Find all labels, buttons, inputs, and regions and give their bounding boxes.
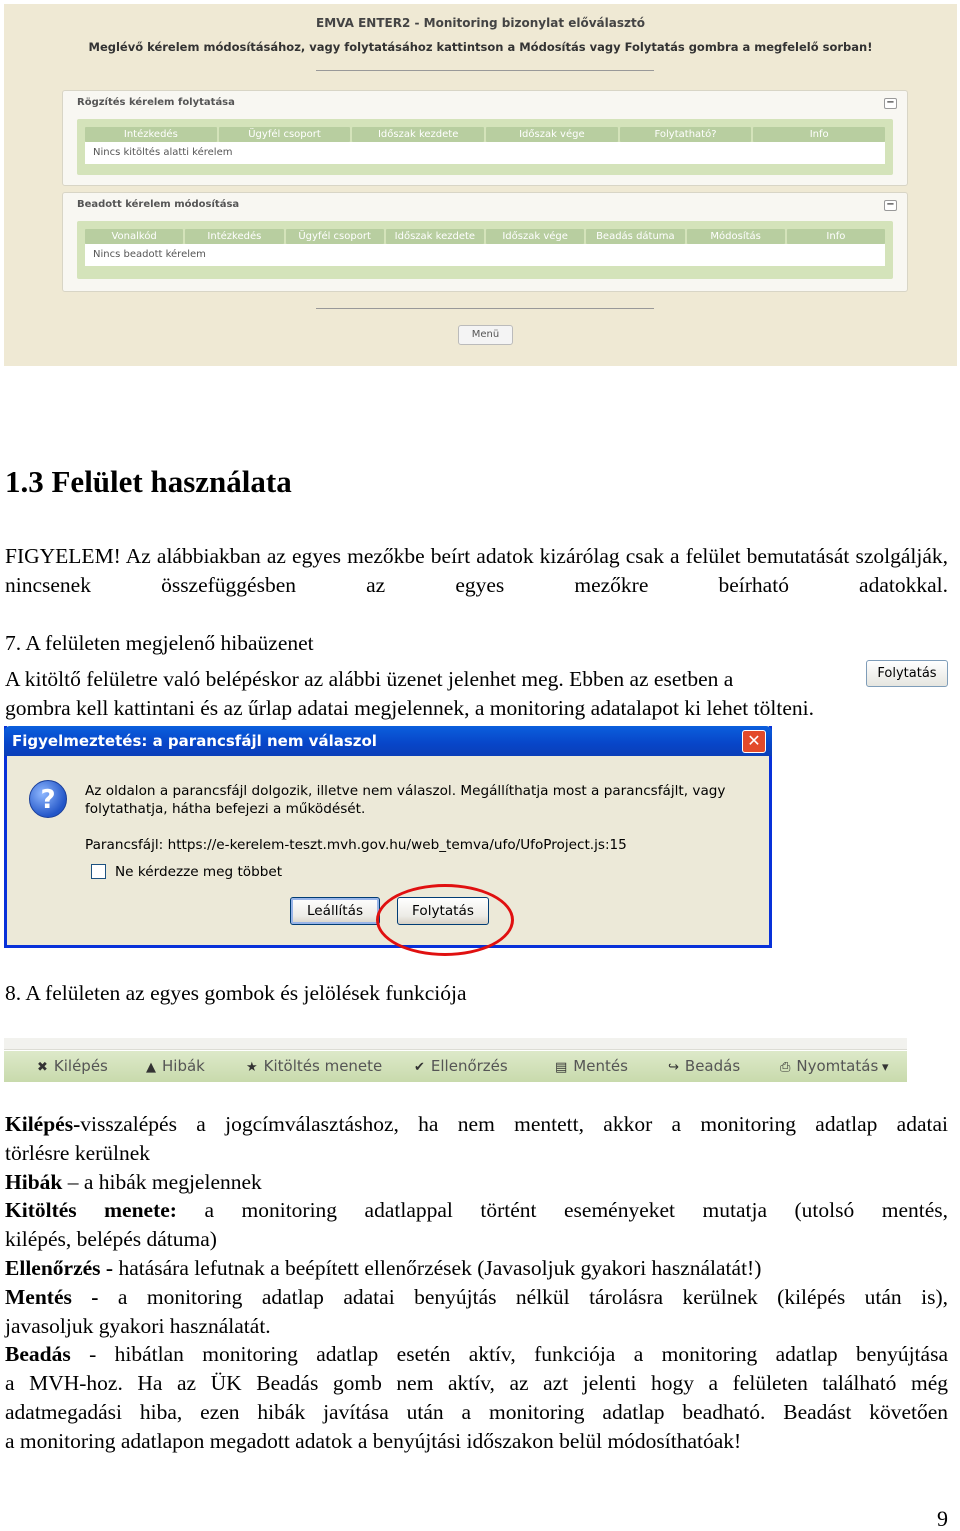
toolbar-item-2[interactable] — [146, 1051, 205, 1082]
empty-message: Nincs beadott kérelem — [85, 244, 885, 266]
continue-button-sample: Folytatás — [866, 660, 948, 687]
menu-button[interactable]: Menü — [458, 325, 513, 345]
toolbar-item-5[interactable] — [555, 1051, 628, 1082]
definition-line — [5, 1139, 948, 1168]
definition-line — [5, 1196, 948, 1225]
item-7-text-1: A kitöltő felületre való belépéskor az alábbi üzenet jelenhet meg. Ebben az esetben a — [5, 667, 734, 691]
stop-button[interactable]: Leállítás — [290, 897, 380, 925]
definition-text: törlésre kerülnek — [5, 1140, 151, 1165]
definition-line — [5, 1110, 948, 1139]
divider — [316, 70, 654, 71]
definition-line — [5, 1427, 948, 1456]
warning-icon: ▲ — [146, 1060, 156, 1075]
close-icon: ✖ — [37, 1060, 48, 1075]
dont-ask-label: Ne kérdezze meg többet — [115, 864, 283, 880]
toolbar-item-label: Ellenőrzés — [430, 1057, 508, 1075]
dialog-titlebar — [4, 726, 772, 756]
toolbar-item-3[interactable] — [246, 1051, 382, 1082]
item-7-heading: 7. A felületen megjelenő hibaüzenet — [5, 631, 314, 655]
column-header: Vonalkód — [85, 229, 183, 244]
column-header: Ügyfél csoport — [286, 229, 384, 244]
dialog-message-line2: folytathatja, hátha befejezi a működését. — [85, 801, 366, 817]
column-header: Módosítás — [687, 229, 785, 244]
toolbar-item-4[interactable] — [414, 1051, 508, 1082]
toolbar-item-7[interactable] — [780, 1051, 878, 1082]
toolbar-item-1[interactable] — [37, 1051, 108, 1082]
table-header — [85, 127, 885, 142]
submit-icon: ↪ — [668, 1060, 679, 1075]
column-header: Beadás dátuma — [586, 229, 684, 244]
toolbar-item-8[interactable] — [882, 1051, 895, 1082]
definition-text: hatására lefutnak a beépített ellenőrzések (Javasoljuk gyakori használatát!) — [113, 1256, 762, 1280]
definition-line — [5, 1340, 948, 1369]
dialog-title: Figyelmeztetés: a parancsfájl nem válaszol — [12, 732, 377, 750]
collapse-button[interactable]: − — [884, 200, 897, 211]
toolbar-item-label: Kitöltés menete — [263, 1057, 383, 1075]
section-heading: 1.3 Felület használata — [5, 464, 292, 499]
definition-text: javasoljuk gyakori használatát. — [5, 1313, 271, 1338]
column-header: Időszak vége — [486, 229, 584, 244]
close-icon[interactable]: ✕ — [742, 730, 766, 753]
column-header: Ügyfél csoport — [219, 127, 351, 142]
check-icon: ✔ — [414, 1060, 425, 1075]
empty-message: Nincs kitöltés alatti kérelem — [85, 142, 885, 164]
star-icon: ★ — [246, 1060, 258, 1075]
definition-term: Ellenőrzés - — [5, 1256, 114, 1280]
item-8-heading: 8. A felületen az egyes gombok és jelölések funkciója — [5, 981, 467, 1005]
toolbar-item-label: Beadás — [684, 1057, 741, 1075]
portal-screenshot — [4, 4, 957, 366]
column-header: Info — [753, 127, 885, 142]
modify-request-panel — [62, 192, 908, 292]
question-icon: ? — [29, 780, 67, 818]
toolbar-item-label: Kilépés — [53, 1057, 108, 1075]
definition-text: a monitoring adatlap adatai benyújtás nélkül tárolásra kerülnek (kilépés után is), — [98, 1284, 948, 1309]
submitted-table — [77, 221, 893, 279]
definition-line — [5, 1369, 948, 1398]
definition-text: a monitoring adatlappal történt eseményeket mutatja (utolsó mentés, — [176, 1198, 948, 1223]
column-header: Intézkedés — [85, 127, 217, 142]
highlight-circle — [376, 884, 514, 956]
toolbar-item-label: Nyomtatás — [796, 1057, 879, 1075]
column-header: Időszak kezdete — [386, 229, 484, 244]
definition-line — [5, 1283, 948, 1312]
dialog-script-path: Parancsfájl: https://e-kerelem-teszt.mvh.gov.hu/web_temva/ufo/UfoProject.js:15 — [85, 837, 627, 853]
portal-title: EMVA ENTER2 - Monitoring bizonylat előválasztó — [316, 16, 645, 30]
definition-line — [5, 1168, 948, 1197]
definition-text: kilépés, belépés dátuma) — [5, 1227, 217, 1252]
column-header: Info — [787, 229, 885, 244]
panel-heading: Rögzítés kérelem folytatása — [77, 97, 235, 108]
column-header: Folytatható? — [620, 127, 752, 142]
warning-paragraph: FIGYELEM! Az alábbiakban az egyes mezőkbe beírt adatok kizárólag csak a felület bemutatását szolgálják, nincsenek összefüggésben az egyes mezőkre beírható adatokkal. — [5, 544, 948, 597]
panel-heading: Beadott kérelem módosítása — [77, 199, 240, 210]
definition-term: Kilépés- — [5, 1112, 81, 1136]
definition-line — [5, 1398, 948, 1427]
item-7-text-2: gombra kell kattintani és az űrlap adatai megjelennek, a monitoring adatalapot ki lehet tölteni. — [5, 696, 814, 720]
print-icon: ⎙ — [780, 1060, 791, 1075]
definition-text: adatmegadási hiba, ezen hibák javítása után a monitoring adatlap beadható. Beadást követően — [5, 1400, 948, 1424]
definition-text: - hibátlan monitoring adatlap esetén aktív, funkciója a monitoring adatlap benyújtása — [70, 1342, 948, 1367]
requests-table — [77, 119, 893, 175]
definition-text: a MVH-hoz. Ha az ÜK Beadás gomb nem aktív, az azt jelenti hogy a felületen található még — [5, 1371, 948, 1396]
toolbar-item-6[interactable] — [668, 1051, 740, 1082]
toolbar-item-label: Hibák — [162, 1057, 205, 1075]
column-header: Intézkedés — [185, 229, 283, 244]
continue-button[interactable]: Folytatás — [397, 897, 489, 925]
save-icon: ▤ — [555, 1060, 568, 1075]
dialog-message-line1: Az oldalon a parancsfájl dolgozik, illetve nem válaszol. Megállíthatja most a parancsfájlt, vagy — [85, 783, 726, 799]
dont-ask-checkbox[interactable] — [91, 864, 106, 879]
divider — [316, 308, 654, 309]
form-toolbar — [4, 1038, 907, 1082]
definition-line — [5, 1312, 948, 1341]
collapse-button[interactable]: − — [884, 98, 897, 109]
page-number: 9 — [937, 1506, 948, 1531]
definition-line — [5, 1254, 948, 1283]
definition-text: a monitoring adatlapon megadott adatok a benyújtási időszakon belül módosíthatóak! — [5, 1428, 742, 1453]
column-header: Időszak kezdete — [352, 127, 484, 142]
definition-text: – a hibák megjelennek — [62, 1169, 262, 1194]
definition-term: Hibák — [5, 1169, 63, 1194]
definition-term: Mentés - — [5, 1284, 99, 1309]
definition-text: visszalépés a jogcímválasztáshoz, ha nem mentett, akkor a monitoring adatlap adatai — [80, 1112, 948, 1136]
chevron-down-icon: ▾ — [882, 1060, 889, 1075]
column-header: Időszak vége — [486, 127, 618, 142]
definition-line — [5, 1225, 948, 1254]
portal-instructions: Meglévő kérelem módosításához, vagy folytatásához kattintson a Módosítás vagy Folytatás gombra a megfelelő sorban! — [88, 40, 873, 54]
table-header — [85, 229, 885, 244]
continue-request-panel — [62, 90, 908, 186]
definition-term: Kitöltés menete: — [5, 1198, 177, 1223]
toolbar-item-label: Mentés — [573, 1057, 628, 1075]
definition-term: Beadás — [5, 1342, 71, 1367]
